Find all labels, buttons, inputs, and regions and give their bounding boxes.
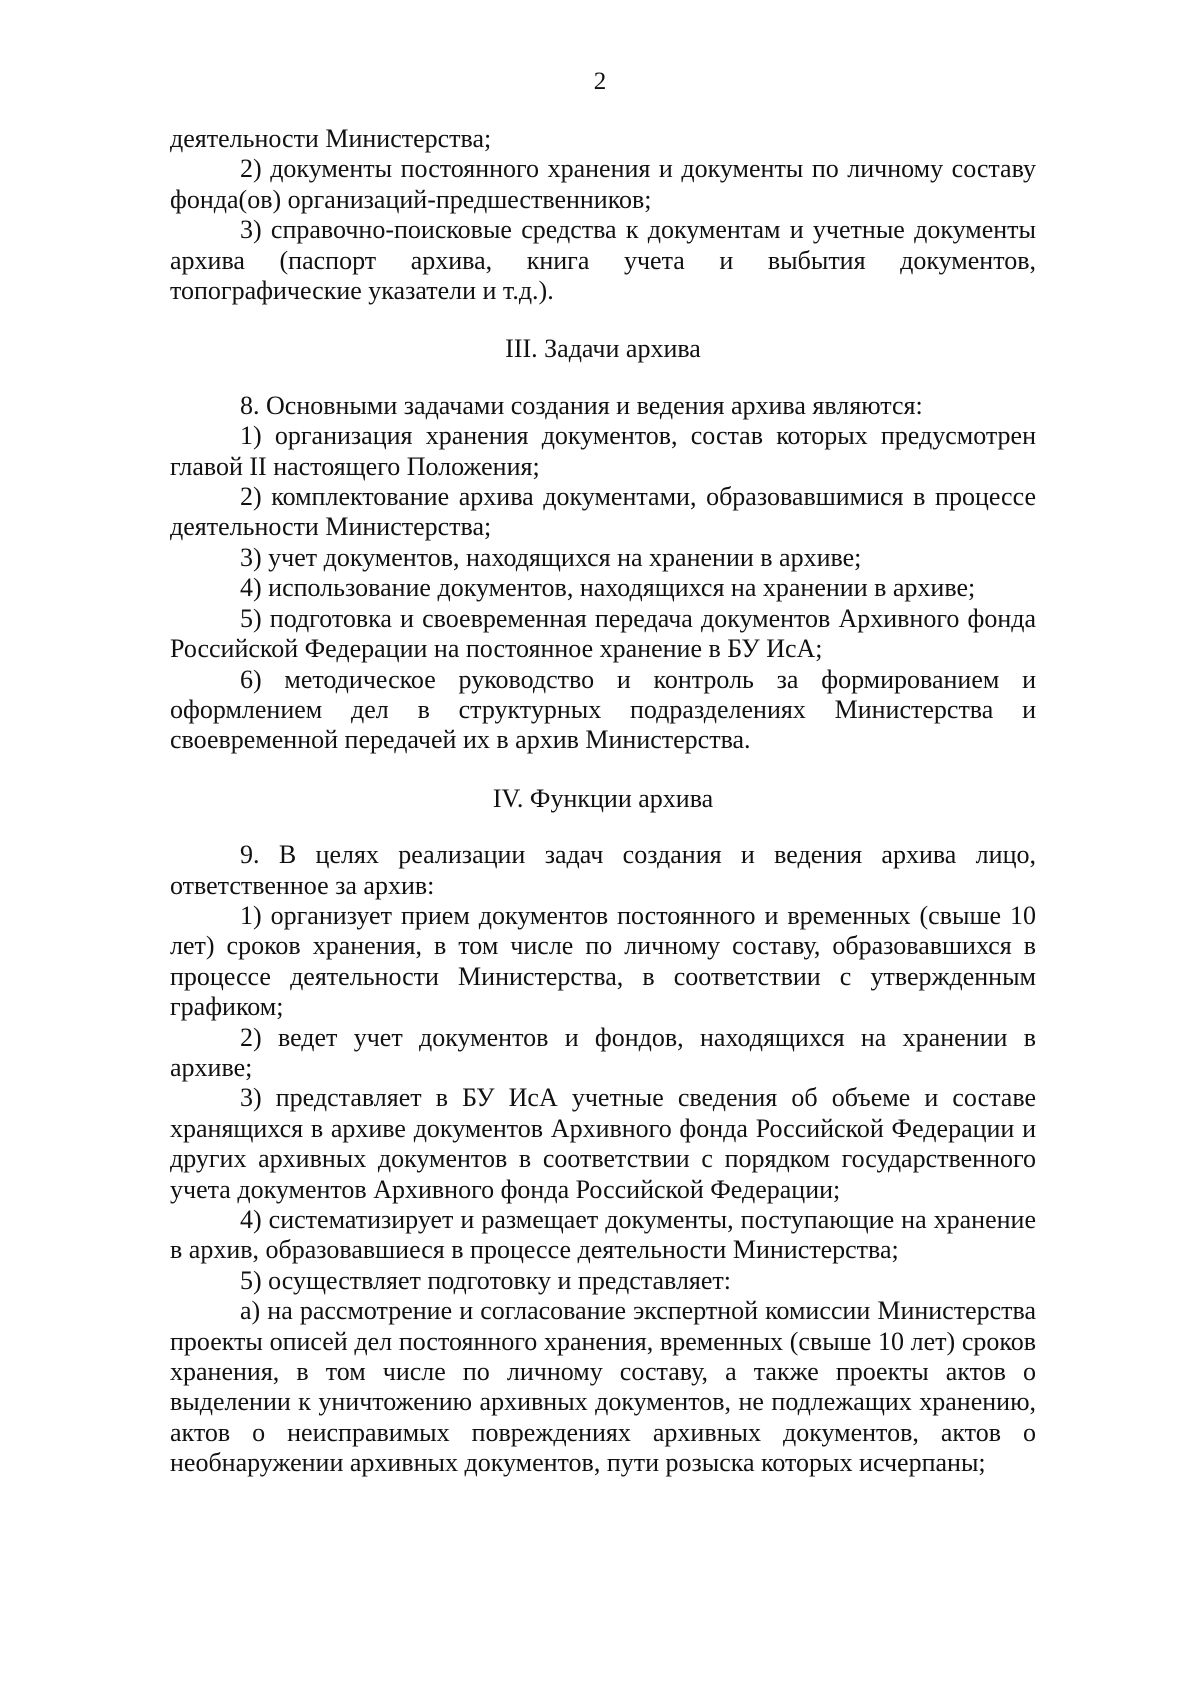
clause-lead: 8. Основными задачами создания и ведения архива являются: bbox=[240, 390, 923, 420]
list-item: 2) ведет учет документов и фондов, находящихся на хранении в архиве; bbox=[170, 1022, 1036, 1082]
list-item: 5) подготовка и своевременная передача документов Архивного фонда Российской Федерации на постоянное хранение в БУ ИсА; bbox=[170, 603, 1036, 664]
section-heading-functions: IV. Функции архива bbox=[492, 783, 714, 813]
document-body bbox=[170, 124, 1036, 1479]
continuation-line: деятельности Министерства; bbox=[170, 124, 492, 153]
list-item: 1) организует прием документов постоянного и временных (свыше 10 лет) сроков хранения, в том числе по личному составу, образовавшихся в процессе деятельности Министерства, в соответствии с утвержденным графиком; bbox=[170, 900, 1036, 1022]
list-item: 3) представляет в БУ ИсА учетные сведения об объеме и составе хранящихся в архиве документов Архивного фонда Российской Федерации и других архивных документов в соответствии с порядком государственного учета документов Архивного фонда Российской Федерации; bbox=[170, 1083, 1036, 1204]
clause-lead: 9. В целях реализации задач создания и ведения архива лицо, ответственное за архив: bbox=[170, 840, 1036, 900]
list-item: 4) систематизирует и размещает документы, поступающие на хранение в архив, образовавшиеся в процессе деятельности Министерства; bbox=[170, 1205, 1036, 1265]
list-item: 1) организация хранения документов, состав которых предусмотрен главой II настоящего Положения; bbox=[170, 421, 1036, 481]
list-item: 5) осуществляет подготовку и представляет: bbox=[240, 1265, 732, 1295]
list-item: а) на рассмотрение и согласование экспертной комиссии Министерства проекты описей дел постоянного хранения, временных (свыше 10 лет) сроков хранения, в том числе по личному составу, а также проекты актов о выделении к уничтожению архивных документов, не подлежащих хранению, актов о неисправимых повреждениях архивных документов, актов о необнаружении архивных документов, пути розыска которых исчерпаны; bbox=[170, 1296, 1036, 1478]
page-number: 2 bbox=[593, 68, 607, 95]
list-item: 2) документы постоянного хранения и документы по личному составу фонда(ов) организаций-предшественников; bbox=[170, 154, 1036, 214]
list-item: 3) учет документов, находящихся на хранении в архиве; bbox=[240, 542, 862, 572]
list-item: 2) комплектование архива документами, образовавшимися в процессе деятельности Министерства; bbox=[170, 482, 1036, 542]
list-item: 3) справочно-поисковые средства к документам и учетные документы архива (паспорт архива, книга учета и выбытия документов, топографические указатели и т.д.). bbox=[170, 215, 1036, 306]
list-item: 4) использование документов, находящихся на хранении в архиве; bbox=[240, 573, 976, 603]
list-item: 6) методическое руководство и контроль за формированием и оформлением дел в структурных подразделениях Министерства и своевременной передачей их в архив Министерства. bbox=[170, 664, 1036, 755]
section-heading-tasks: III. Задачи архива bbox=[505, 334, 701, 364]
